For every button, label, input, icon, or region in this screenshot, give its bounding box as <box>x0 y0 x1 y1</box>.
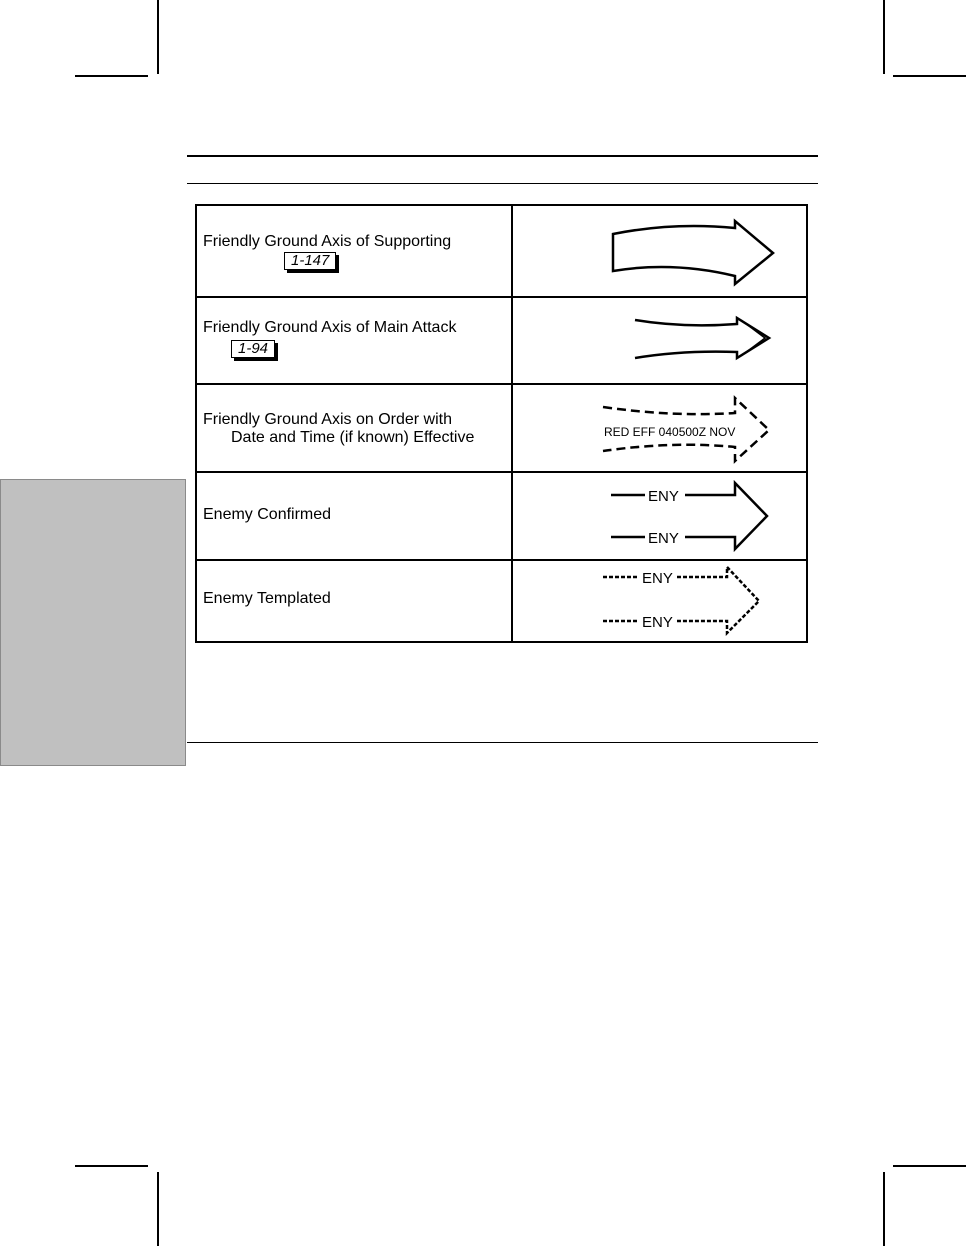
row-label: Friendly Ground Axis of Main Attack <box>203 319 457 336</box>
crop-mark-tr-h <box>893 75 966 77</box>
row-label: Friendly Ground Axis of Supporting <box>203 233 452 250</box>
table-row <box>197 561 806 641</box>
row-label-line: Date and Time (if known) Effective <box>231 429 475 446</box>
crop-mark-br-v <box>883 1172 885 1246</box>
crop-mark-tl-v <box>157 0 159 74</box>
crop-mark-tr-v <box>883 0 885 74</box>
table-row <box>197 385 806 471</box>
row-label <box>203 411 474 447</box>
enemy-label: ENY <box>642 570 673 587</box>
enemy-label: ENY <box>648 488 679 505</box>
enemy-confirmed-arrow-symbol <box>513 473 806 559</box>
crop-mark-bl-h <box>75 1165 148 1167</box>
side-thumb-tab <box>0 479 186 766</box>
table-row <box>197 206 806 296</box>
supporting-attack-arrow-symbol <box>513 206 806 296</box>
header-rule-thick <box>187 155 818 157</box>
axis-on-order-arrow-symbol <box>513 385 806 471</box>
effective-date-label: RED EFF 040500Z NOV <box>604 425 736 439</box>
table-row <box>197 298 806 383</box>
header-rule-thin <box>187 183 818 184</box>
row-label: Enemy Confirmed <box>203 506 332 523</box>
footer-rule <box>187 742 818 743</box>
table-row <box>197 473 806 559</box>
enemy-label: ENY <box>642 614 673 631</box>
row-label: Enemy Templated <box>203 590 331 607</box>
enemy-templated-arrow-symbol <box>513 561 806 641</box>
crop-mark-tl-h <box>75 75 148 77</box>
enemy-label: ENY <box>648 530 679 547</box>
unit-tag: 1-94 <box>231 340 275 358</box>
unit-tag: 1-147 <box>284 252 336 270</box>
symbol-table <box>195 204 808 643</box>
crop-mark-br-h <box>893 1165 966 1167</box>
crop-mark-bl-v <box>157 1172 159 1246</box>
main-attack-arrow-symbol <box>513 298 806 383</box>
row-label-line: Friendly Ground Axis on Order with <box>203 411 452 428</box>
